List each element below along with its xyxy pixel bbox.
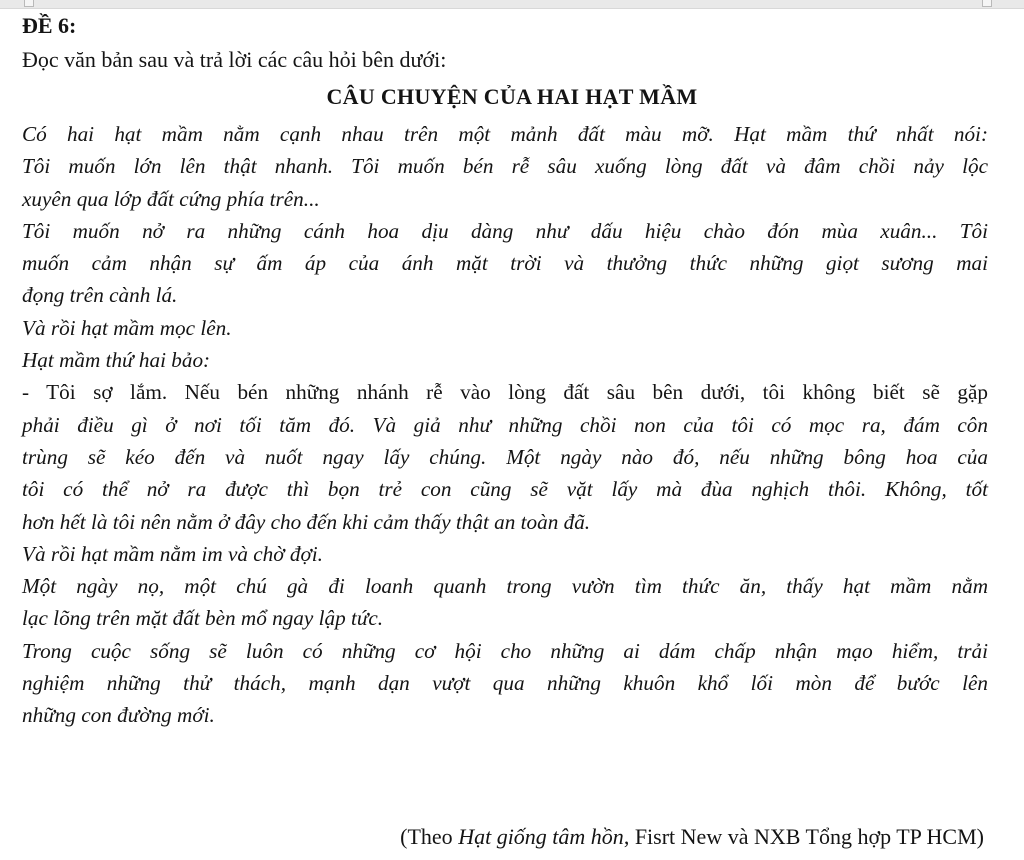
story-line: trùng sẽ kéo đến và nuốt ngay lấy chúng. Một ngày nào đó, nếu những bông hoa của xyxy=(22,444,988,469)
story-title: CÂU CHUYỆN CỦA HAI HẠT MẦM xyxy=(326,84,698,109)
story-line: nghiệm những thử thách, mạnh dạn vượt qua những khuôn khổ lối mòn để bước lên xyxy=(22,671,988,696)
story-line: những con đường mới. xyxy=(22,703,215,728)
story-line: Một ngày nọ, một chú gà đi loanh quanh trong vườn tìm thức ăn, thấy hạt mầm nằm xyxy=(22,574,988,599)
story-line: phải điều gì ở nơi tối tăm đó. Và giả như những chồi non của tôi có mọc ra, đám côn xyxy=(22,412,988,437)
story-line: Tôi muốn nở ra những cánh hoa dịu dàng như dấu hiệu chào đón mùa xuân... Tôi xyxy=(22,218,988,243)
story-line: Trong cuộc sống sẽ luôn có những cơ hội cho những ai dám chấp nhận mạo hiểm, trải xyxy=(22,638,988,663)
source-citation xyxy=(400,822,984,852)
story-line: lạc lõng trên mặt đất bèn mổ ngay lập tức. xyxy=(22,606,384,631)
story-line: Có hai hạt mầm nằm cạnh nhau trên một mảnh đất màu mỡ. Hạt mầm thứ nhất nói: xyxy=(22,122,988,146)
story-line: Hạt mầm thứ hai bảo: xyxy=(22,348,211,373)
story-line: xuyên qua lớp đất cứng phía trên... xyxy=(22,186,320,211)
story-line: muốn cảm nhận sự ấm áp của ánh mặt trời và thưởng thức những giọt sương mai xyxy=(22,251,988,276)
story-line: - Tôi sợ lắm. Nếu bén những nhánh rễ vào lòng đất sâu bên dưới, tôi không biết sẽ gặp xyxy=(22,380,988,405)
exam-instruction: Đọc văn bản sau và trả lời các câu hỏi bên dưới: xyxy=(22,47,447,72)
story-line: đọng trên cành lá. xyxy=(22,283,178,308)
source-suffix: , Fisrt New và NXB Tổng hợp TP HCM) xyxy=(623,824,984,849)
story-line: Tôi muốn lớn lên thật nhanh. Tôi muốn bén rễ sâu xuống lòng đất và đâm chồi nảy lộc xyxy=(22,154,988,179)
story-line: Và rồi hạt mầm nằm im và chờ đợi. xyxy=(22,541,323,566)
story-body xyxy=(22,118,988,732)
story-line: tôi có thể nở ra được thì bọn trẻ con cũng sẽ vặt lấy mà đùa nghịch thôi. Không, tốt xyxy=(22,477,988,502)
exam-heading: ĐỀ 6: xyxy=(22,13,77,38)
story-line: Và rồi hạt mầm mọc lên. xyxy=(22,315,232,340)
viewer-top-strip xyxy=(0,0,1024,9)
page-corner-mark-right xyxy=(982,0,992,7)
page-corner-mark-left xyxy=(24,0,34,7)
source-prefix: (Theo xyxy=(400,824,459,849)
story-line: hơn hết là tôi nên nằm ở đây cho đến khi cảm thấy thật an toàn đã. xyxy=(22,509,591,534)
source-book-title: Hạt giống tâm hồn xyxy=(458,824,624,849)
